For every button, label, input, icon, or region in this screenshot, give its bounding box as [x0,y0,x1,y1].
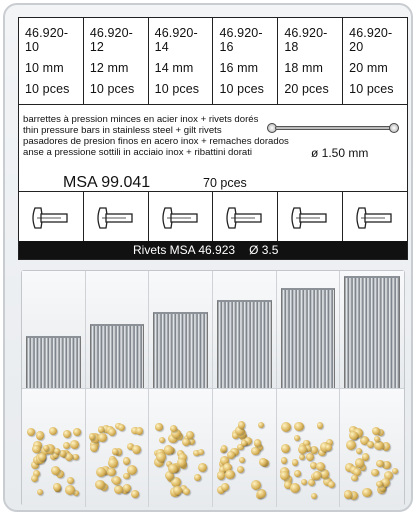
gilt-rivet [65,485,75,495]
rivet-icon [290,205,330,231]
rivet-icon [96,205,136,231]
gilt-rivet [37,489,43,495]
gilt-rivet [90,444,98,452]
product-code: MSA 99.041 [63,174,151,191]
gilt-rivet [239,457,245,463]
size-quantity: 10 pces [349,82,394,97]
rivet-compartment [340,389,404,507]
gilt-rivet [136,427,144,435]
gilt-rivet [89,433,96,440]
size-cell [19,18,84,105]
gilt-rivet [108,428,116,436]
gilt-rivet [317,422,324,429]
gilt-rivet [96,467,106,477]
gilt-rivet [281,444,290,453]
gilt-rivet [238,421,245,428]
gilt-rivet [280,471,289,480]
rivet-icon [161,205,201,231]
gilt-rivet [107,468,115,476]
gilt-rivet [290,483,300,493]
gilt-rivet [328,481,335,488]
gilt-rivet [123,457,131,465]
size-table [19,18,407,105]
gilt-rivet [31,475,38,482]
compartment-tray [21,270,405,506]
gilt-rivet [259,458,267,466]
bar-compartment-10mm [22,271,86,389]
gilt-rivet [251,447,260,456]
gilt-rivet [362,488,371,497]
gilt-rivet [376,481,383,488]
size-ref: 46.920-14 [154,25,198,54]
description-line: thin pressure bars in stainless steel + gilt rivets [23,125,222,136]
gilt-rivet [49,427,58,436]
gilt-rivet [367,441,374,448]
size-ref: 46.920-20 [349,25,393,54]
spring-bar-icon [267,123,399,133]
gilt-rivet [351,475,357,481]
gilt-rivet [257,489,266,498]
rivet-cell [343,192,407,243]
gilt-rivet [258,422,265,429]
gilt-rivet [294,435,300,441]
size-cell [213,18,278,105]
gilt-rivet [392,468,398,474]
gilt-rivet [112,448,118,454]
size-cell [343,18,407,105]
product-description [23,114,289,158]
gilt-rivet [123,484,131,492]
rivet-icon [225,205,265,231]
gilt-rivet [65,453,73,461]
bar-compartment-12mm [86,271,150,389]
gilt-rivet [108,458,118,468]
rivet-cell [84,192,149,243]
rivet-icon [355,205,395,231]
description-line: anse a pressione sottili in acciaio inox + ribattini dorati [23,147,253,158]
gilt-rivet [72,454,78,460]
gilt-rivet [32,445,40,453]
gilt-rivet [198,449,205,456]
size-ref: 46.920-18 [284,25,328,54]
gilt-rivet [313,471,321,479]
size-quantity: 10 pces [154,82,200,97]
gilt-rivet [112,476,121,485]
gilt-rivet [294,422,304,432]
gilt-rivet [54,448,60,454]
rivet-compartment [277,389,341,507]
gilt-rivet [349,431,358,440]
gilt-rivet [251,480,261,490]
rivet-diameter: Ø 3.5 [249,243,279,257]
gilt-rivet [183,488,190,495]
gilt-rivet [306,453,314,461]
gilt-rivet [36,431,45,440]
gilt-rivet [155,423,162,430]
size-ref: 46.920-12 [89,25,133,54]
gilt-rivet [311,493,317,499]
bar-compartment-14mm [149,271,213,389]
gilt-rivet [63,430,71,438]
description-line: barrettes à pression minces en acier inox + rivets dorés [23,114,259,125]
gilt-rivet [294,470,301,477]
bar-diameter: ø 1.50 mm [311,146,369,160]
size-cell [149,18,214,105]
size-length: 20 mm [349,60,388,75]
bar-compartment-16mm [213,271,277,389]
gilt-rivet [225,470,234,479]
size-quantity: 10 pces [25,82,70,97]
rivet-compartment [213,389,277,507]
gilt-rivet [173,486,182,495]
gilt-rivet [344,490,353,499]
description-line: pasadores de presion finos en acero inox + remaches dorados [23,136,289,147]
gilt-rivet [221,483,229,491]
size-length: 16 mm [219,60,259,75]
rivet-icon [31,205,71,231]
gilt-rivet [346,440,356,450]
rivet-diagram-row [19,191,407,243]
gilt-rivet [127,465,137,475]
size-cell [84,18,149,105]
gilt-rivet [168,464,178,474]
size-ref: 46.920-10 [25,25,69,54]
gilt-rivet [227,451,235,459]
storage-case [3,3,413,512]
size-length: 14 mm [154,60,194,75]
size-cell [278,18,343,105]
lid-label [18,17,408,260]
rivet-cell [278,192,343,243]
gilt-rivet [194,474,201,481]
gilt-rivet [70,440,79,449]
gilt-rivet [301,479,307,485]
rivet-compartment [149,389,213,507]
gilt-rivet [371,469,378,476]
rivet-info-bar [19,241,407,259]
rivet-cell [19,192,84,243]
gilt-rivet [221,445,227,451]
gilt-rivet [298,445,307,454]
gilt-rivet [132,445,141,454]
size-quantity: 10 pces [219,82,264,97]
gilt-rivet [374,441,383,450]
piece-count: 70 pces [203,176,247,190]
gilt-rivet [98,426,104,432]
rivet-name: Rivets MSA 46.923 [133,243,236,257]
gilt-rivet [67,477,74,484]
size-ref: 46.920-16 [219,25,263,54]
bar-compartment-18mm [277,271,341,389]
gilt-rivet [325,444,332,451]
gilt-rivet [299,454,305,460]
size-quantity: 20 pces [284,82,329,97]
gilt-rivet [159,437,165,443]
gilt-rivet [356,448,363,455]
gilt-rivet [198,463,207,472]
gilt-rivet [27,428,35,436]
gilt-rivet [98,433,107,442]
gilt-rivet [118,424,125,431]
rivet-cell [213,192,278,243]
gilt-rivet [38,453,46,461]
gilt-rivet [281,422,291,432]
gilt-rivet [131,490,139,498]
gilt-rivet [281,457,287,463]
rivet-compartment [22,389,86,507]
gilt-rivet [292,459,298,465]
rivet-cell [149,192,214,243]
gilt-rivet [376,460,384,468]
size-length: 12 mm [89,60,129,75]
size-length: 10 mm [25,60,64,75]
gilt-rivet [170,425,177,432]
size-length: 18 mm [284,60,324,75]
gilt-rivet [73,428,81,436]
gilt-rivet [217,471,226,480]
size-quantity: 10 pces [89,82,135,97]
gilt-rivet [43,445,49,451]
rivet-compartment [86,389,150,507]
bar-compartment-20mm [340,271,404,389]
gilt-rivet [237,466,244,473]
